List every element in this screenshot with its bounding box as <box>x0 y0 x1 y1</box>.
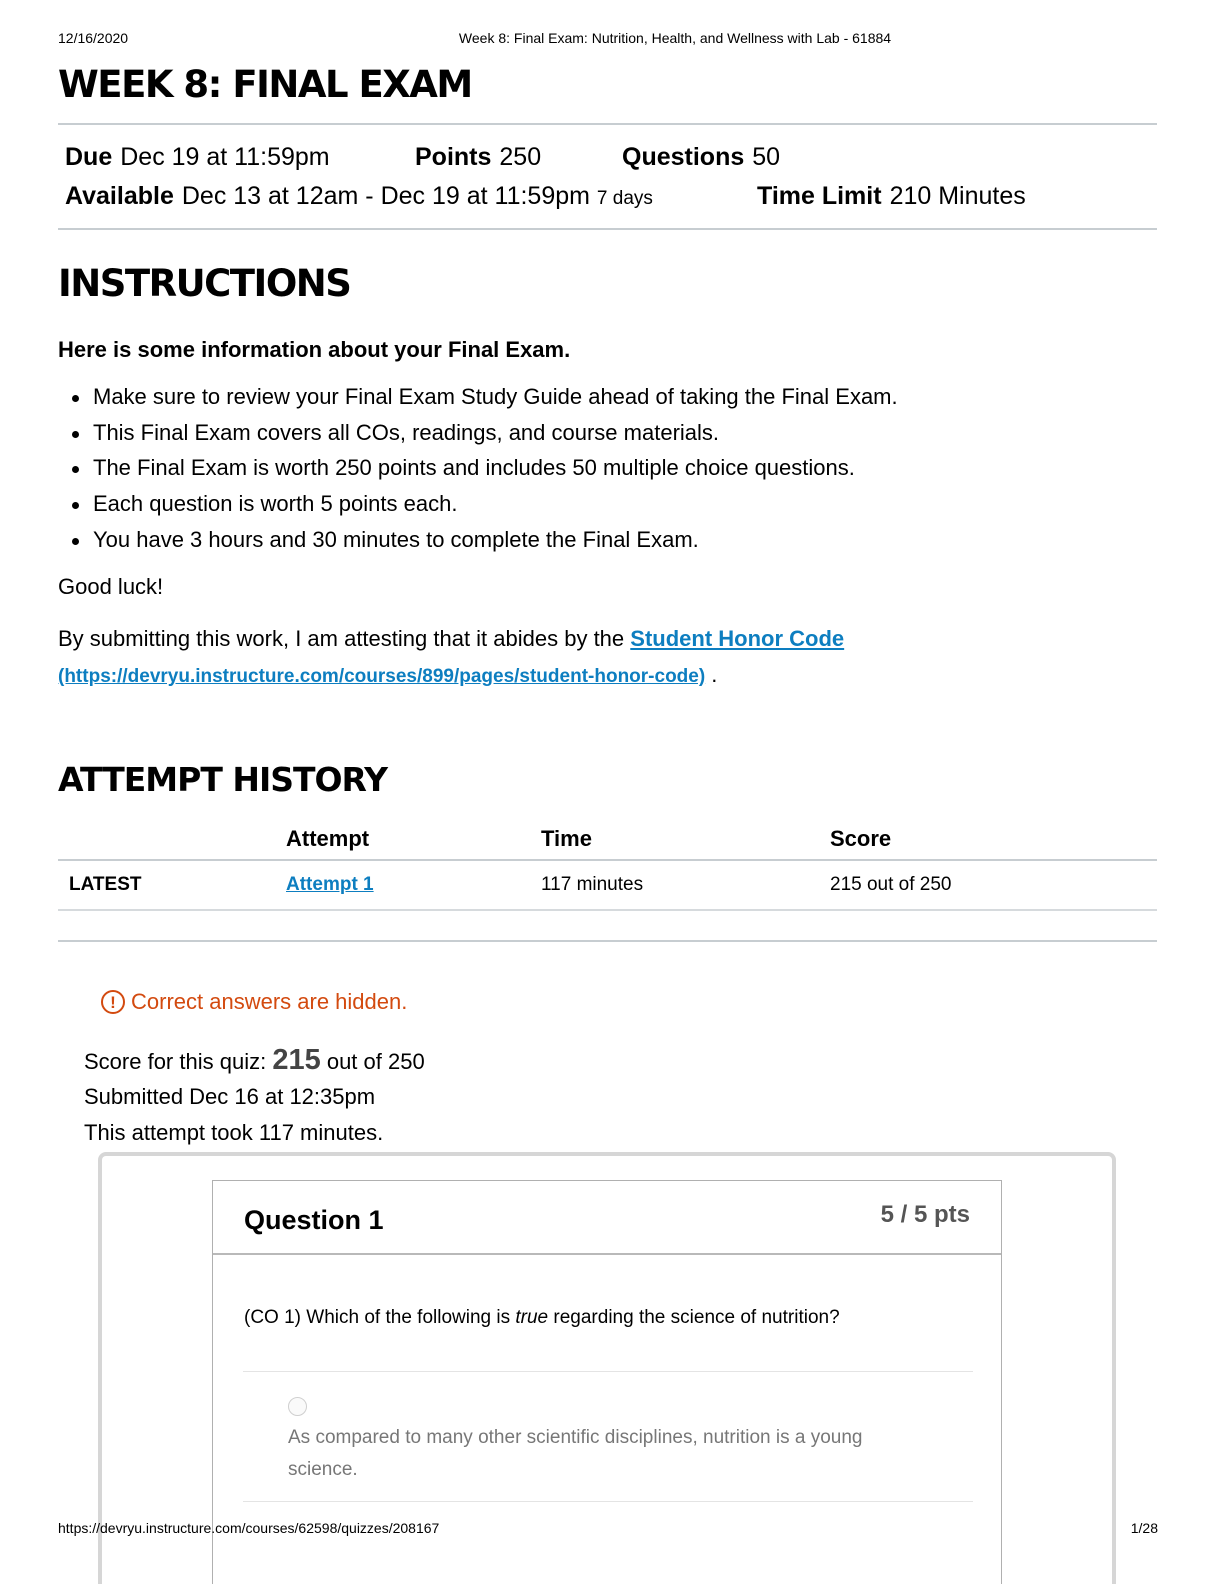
honor-suffix: . <box>711 662 718 687</box>
score-line <box>84 1042 425 1079</box>
question-title: Question 1 <box>244 1205 384 1235</box>
score-suffix: out of 250 <box>326 1049 425 1074</box>
list-item: Each question is worth 5 points each. <box>58 487 898 523</box>
answer-text: As compared to many other scientific disciplines, nutrition is a young science. <box>288 1427 863 1480</box>
submitted-time: Submitted Dec 16 at 12:35pm <box>84 1083 376 1109</box>
attempt-history-heading: ATTEMPT HISTORY <box>58 760 388 799</box>
print-date: 12/16/2020 <box>58 30 129 46</box>
instructions-intro: Here is some information about your Final Exam. <box>58 337 571 362</box>
column-header-attempt: Attempt <box>286 822 541 860</box>
page-title: WEEK 8: FINAL EXAM <box>58 63 472 106</box>
score-prefix: Score for this quiz: <box>84 1049 267 1074</box>
attempt-history-table <box>58 822 1157 911</box>
question-text-prefix: (CO 1) Which of the following is <box>244 1307 511 1328</box>
divider <box>58 940 1157 942</box>
attempt-duration: This attempt took 117 minutes. <box>84 1120 384 1145</box>
available-label: Available <box>65 182 174 210</box>
list-item: The Final Exam is worth 250 points and includes 50 multiple choice questions. <box>58 451 898 487</box>
instructions-heading: INSTRUCTIONS <box>58 262 351 305</box>
page-url: https://devryu.instructure.com/courses/62598/quizzes/208167 <box>58 1520 440 1536</box>
available-detail <box>65 182 653 211</box>
question-points: 5 / 5 pts <box>880 1201 970 1228</box>
divider <box>58 228 1157 230</box>
answer-option[interactable] <box>288 1397 928 1486</box>
questions-detail <box>622 143 780 172</box>
attempt-link[interactable]: Attempt 1 <box>286 874 374 895</box>
time-limit-detail <box>757 182 1026 211</box>
due-label: Due <box>65 143 113 171</box>
points-detail <box>415 143 541 172</box>
points-label: Points <box>415 143 492 171</box>
warning-text: Correct answers are hidden. <box>131 989 408 1014</box>
question-text <box>244 1307 840 1329</box>
print-header <box>0 30 1224 50</box>
list-item: This Final Exam covers all COs, readings, and course materials. <box>58 416 898 452</box>
list-item: You have 3 hours and 30 minutes to complete the Final Exam. <box>58 523 898 559</box>
question-text-emphasis: true <box>515 1307 549 1328</box>
closing-text: Good luck! <box>58 574 164 599</box>
score-summary <box>84 1042 425 1152</box>
honor-code-url-link[interactable]: (https://devryu.instructure.com/courses/899/pages/student-honor-code) <box>58 666 706 687</box>
answer-divider <box>243 1371 973 1372</box>
page-number: 1/28 <box>1130 1520 1158 1536</box>
quiz-details-row-2 <box>65 182 1115 212</box>
questions-value: 50 <box>752 143 781 171</box>
attempt-score: 215 out of 250 <box>830 860 1157 910</box>
radio-button[interactable] <box>288 1397 307 1416</box>
column-header <box>58 822 286 860</box>
table-header-row <box>58 822 1157 860</box>
answer-divider <box>243 1501 973 1502</box>
print-title: Week 8: Final Exam: Nutrition, Health, and Wellness with Lab - 61884 <box>458 30 892 46</box>
due-value: Dec 19 at 11:59pm <box>120 143 330 171</box>
attempt-time: 117 minutes <box>541 860 830 910</box>
question-text-suffix: regarding the science of nutrition? <box>553 1307 840 1328</box>
quiz-details-row-1 <box>65 143 1065 173</box>
score-value: 215 <box>272 1044 321 1076</box>
due-detail <box>65 143 330 172</box>
warning-icon: ! <box>101 990 125 1014</box>
honor-code-link[interactable]: Student Honor Code <box>630 626 845 651</box>
column-header-score: Score <box>830 822 1157 860</box>
attempt-label: LATEST <box>58 860 286 910</box>
column-header-time: Time <box>541 822 830 860</box>
available-value: Dec 13 at 12am - Dec 19 at 11:59pm <box>181 182 590 210</box>
available-duration: 7 days <box>596 188 653 209</box>
answers-hidden-warning <box>101 989 407 1015</box>
time-limit-value: 210 Minutes <box>889 182 1026 210</box>
questions-label: Questions <box>622 143 745 171</box>
question-header <box>213 1181 1001 1255</box>
divider <box>58 123 1157 125</box>
list-item: Make sure to review your Final Exam Study Guide ahead of taking the Final Exam. <box>58 380 898 416</box>
points-value: 250 <box>499 143 542 171</box>
instructions-list <box>58 380 898 558</box>
time-limit-label: Time Limit <box>757 182 882 210</box>
honor-statement <box>58 621 958 695</box>
honor-prefix: By submitting this work, I am attesting that it abides by the <box>58 626 625 651</box>
table-row <box>58 860 1157 910</box>
